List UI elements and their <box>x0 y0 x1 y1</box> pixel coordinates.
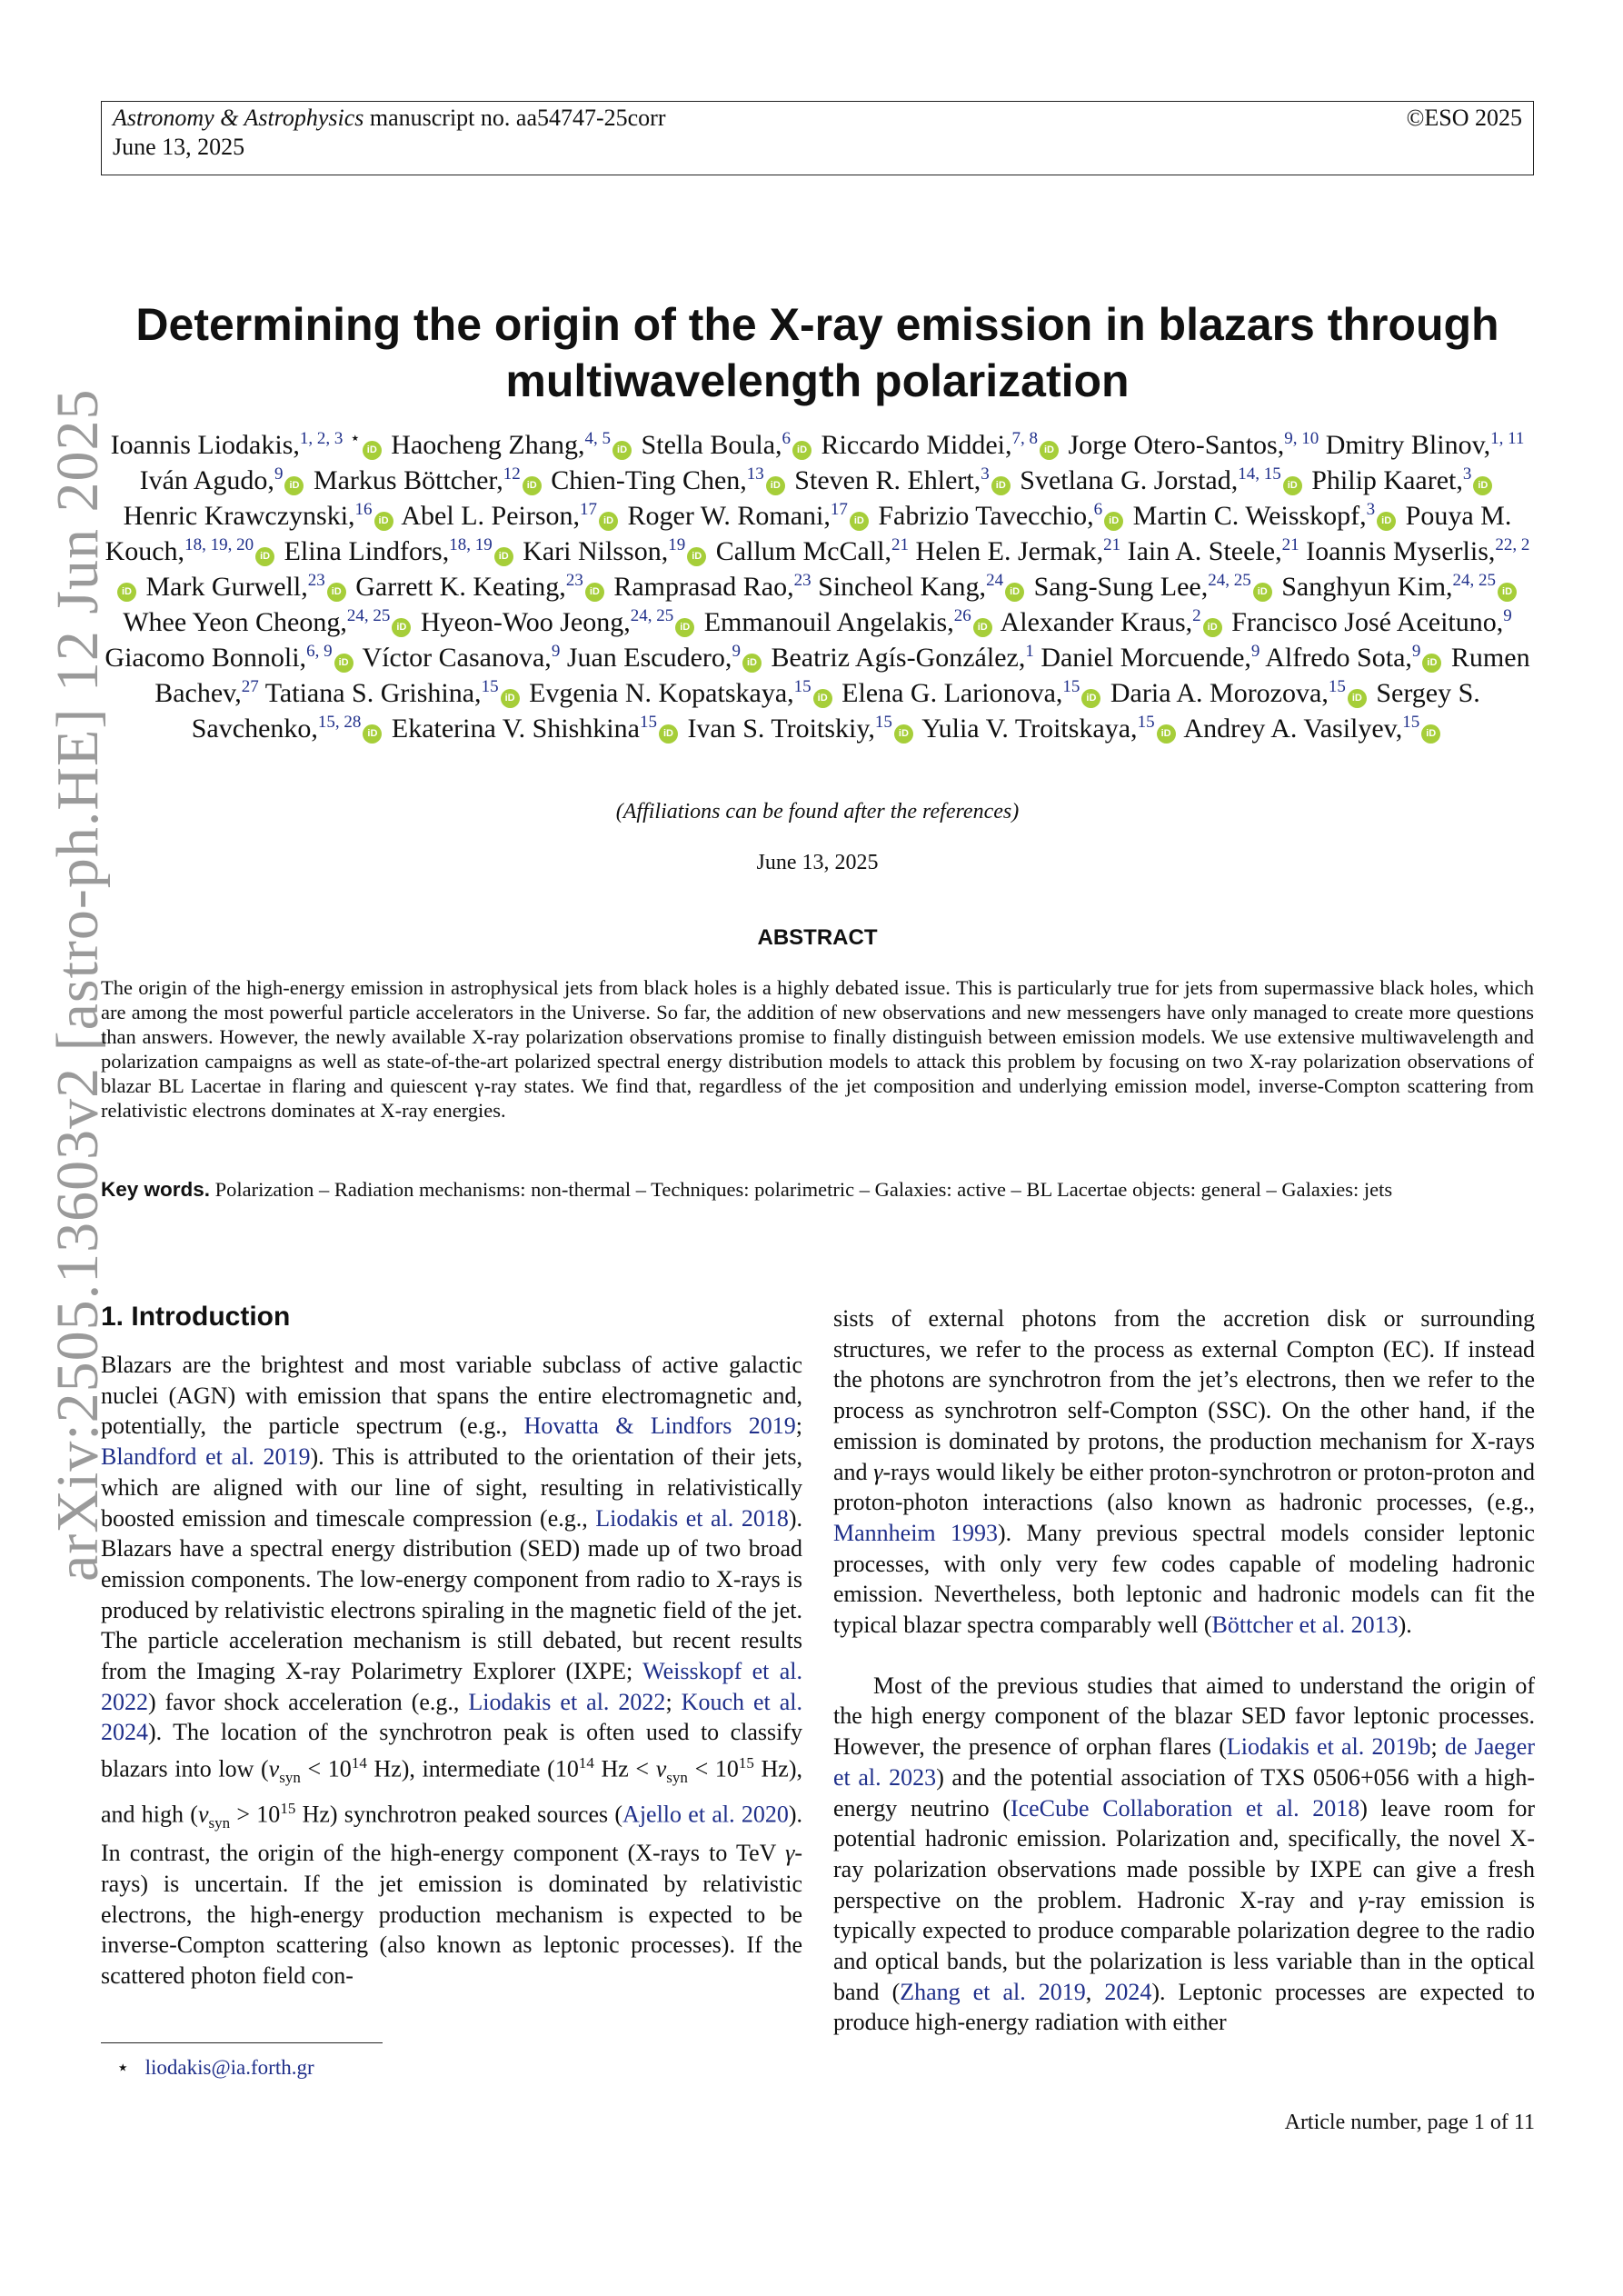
author-name: Haocheng Zhang, <box>391 430 585 460</box>
author-affiliation-number[interactable]: 4, 5 <box>584 429 612 448</box>
citation-link[interactable]: Böttcher et al. 2013 <box>1211 1612 1399 1639</box>
body-column-left <box>101 1350 802 1992</box>
citation-link[interactable]: Liodakis et al. 2018 <box>595 1504 789 1532</box>
author-name: Philip Kaaret, <box>1311 465 1463 495</box>
author-name: Chien-Ting Chen, <box>551 465 747 495</box>
author-affiliation-number[interactable]: 24, 25 <box>1208 571 1251 590</box>
page-number: Article number, page 1 of 11 <box>1284 2111 1535 2134</box>
header-date: June 13, 2025 <box>113 134 245 160</box>
author <box>878 501 1126 531</box>
author-affiliation-number[interactable]: 15 <box>1328 677 1346 696</box>
citation-link[interactable]: 2024 <box>1104 1978 1152 2005</box>
author-affiliation-number[interactable]: 19 <box>668 535 686 554</box>
author-name: Callum McCall, <box>715 536 892 566</box>
author-name: Mark Gurwell, <box>145 572 308 602</box>
citation-link[interactable]: Ajello et al. 2020 <box>622 1801 789 1828</box>
author-name: Pouya M. Kouch, <box>105 501 1512 566</box>
paper-date: June 13, 2025 <box>756 851 879 874</box>
author-name: Sanghyun Kim, <box>1281 572 1453 602</box>
author-affiliation-number[interactable]: 9 <box>732 642 741 661</box>
author <box>1265 643 1444 673</box>
author-name: Víctor Casanova, <box>362 643 552 673</box>
author-name: Kari Nilsson, <box>523 536 669 566</box>
orcid-icon[interactable]: iD <box>501 689 520 708</box>
author <box>284 536 516 566</box>
author <box>140 465 307 495</box>
author-affiliation-number[interactable]: 24, 25 <box>346 606 391 625</box>
author-name: Beatriz Agís-González, <box>771 643 1026 673</box>
author-affiliation-number[interactable]: 26 <box>953 606 971 625</box>
author <box>1041 643 1260 673</box>
abstract-heading: ABSTRACT <box>757 925 878 950</box>
author-name: Hyeon-Woo Jeong, <box>420 607 631 637</box>
author-affiliation-number[interactable]: 1, 2, 3 <box>299 429 344 448</box>
author-affiliation-number[interactable]: 9 <box>274 464 284 484</box>
author-affiliation-number[interactable]: 18, 19, 20 <box>184 535 254 554</box>
orcid-icon[interactable]: iD <box>1348 689 1367 708</box>
author <box>124 501 396 531</box>
author-affiliation-number[interactable]: 18, 19 <box>449 535 493 554</box>
author-name: Stella Boula, <box>641 430 782 460</box>
author-name: Ramprasad Rao, <box>613 572 794 602</box>
author-affiliation-number[interactable]: 15 <box>874 713 892 732</box>
journal-header <box>101 101 1534 175</box>
author <box>392 714 681 744</box>
author-name: Evgenia N. Kopatskaya, <box>529 678 794 708</box>
author <box>1326 430 1525 460</box>
author-name: Helen E. Jermak, <box>915 536 1104 566</box>
orcid-icon[interactable]: iD <box>1104 512 1123 531</box>
citation-link[interactable]: Hovatta & Lindfors 2019 <box>523 1413 796 1440</box>
manuscript-id: manuscript no. aa54747-25corr <box>363 105 666 131</box>
citation-link[interactable]: Blandford et al. 2019 <box>101 1443 311 1471</box>
author-affiliation-number[interactable]: 24, 25 <box>630 606 674 625</box>
orcid-icon[interactable]: iD <box>687 547 706 566</box>
author <box>1110 678 1369 708</box>
author <box>841 678 1103 708</box>
author-affiliation-number[interactable]: 15, 28 <box>317 713 362 732</box>
author <box>145 572 348 602</box>
citation-link[interactable]: de Jaeger et al. 2023 <box>833 1733 1536 1791</box>
author-name: Alfredo Sota, <box>1265 643 1412 673</box>
author-name: Francisco José Aceituno, <box>1231 607 1504 637</box>
author-name: Giacomo Bonnoli, <box>105 643 307 673</box>
citation-link[interactable]: Weisskopf et al. 2022 <box>101 1658 802 1715</box>
paragraph: sists of external photons from the accretion disk or surrounding structures, we refer to the process as external Compton (EC). If instead the photons are synchrotron from the jet’s electrons, then we refer to the process as synchrotron self-Compton (SSC). On the other hand, if the emission is dominated by protons, the production mechanism for X-rays and γ-rays would likely be either proton-synchrotron or proton-proton and proton-photon interactions (also known as hadronic processes, (e.g., Mannheim 1993). Many previous spectral models consider leptonic processes, with only very few codes capable of modeling hadronic emission. Nevertheless, both leptonic and hadronic models can fit the typical blazar spectra comparably well (Böttcher et al. 2013). <box>833 1305 1535 1639</box>
footnote-marker: ⋆ <box>116 2056 130 2079</box>
author <box>1001 607 1225 637</box>
author <box>818 572 1027 602</box>
orcid-icon[interactable]: iD <box>1203 618 1222 637</box>
citation-link[interactable]: Mannheim 1993 <box>833 1519 998 1546</box>
author-name: Andrey A. Vasilyev, <box>1183 714 1403 744</box>
author-name: Markus Böttcher, <box>313 465 503 495</box>
orcid-icon[interactable]: iD <box>1283 476 1302 495</box>
orcid-icon[interactable]: iD <box>284 476 304 495</box>
author-affiliation-number[interactable]: 17 <box>830 500 848 519</box>
citation-link[interactable]: Kouch et al. 2024 <box>101 1688 803 1746</box>
author-name: Ekaterina V. Shishkina <box>391 714 640 744</box>
author-name: Sincheol Kang, <box>818 572 987 602</box>
abstract-text: The origin of the high-energy emission in astrophysical jets from black holes is a highly debated issue. This is particularly true for jets from supermassive black holes, which are among the most powerful particle accelerators in the Universe. So far, the addition of new observations and new messengers have only managed to create more questions than answers. However, the newly available X-ray polarization observations promise to finally distinguish between emission models. We use extensive multiwavelength and polarization campaigns as well as state-of-the-art polarized spectral energy distribution models to attack this problem by focusing on two X-ray polarization observations of blazar BL Lacertae in flaring and quiescent γ-ray states. We find that, regardless of the jet composition and underlying emission model, inverse-Compton scattering from relativistic electrons dominates at X-ray energies. <box>101 976 1534 1122</box>
author-name: Daria A. Morozova, <box>1110 678 1329 708</box>
author-affiliation-number[interactable]: 7, 8 <box>1011 429 1038 448</box>
author <box>391 430 634 460</box>
orcid-icon[interactable]: iD <box>612 441 632 460</box>
author <box>355 572 607 602</box>
section-heading: 1. Introduction <box>101 1302 291 1332</box>
author <box>105 643 355 673</box>
author-name: Henric Krawczynski, <box>123 501 355 531</box>
author <box>687 714 915 744</box>
author-affiliation-number[interactable]: 23 <box>565 571 583 590</box>
copyright: ©ESO 2025 <box>1406 105 1522 131</box>
author-name: Steven R. Ehlert, <box>794 465 981 495</box>
keywords-label: Key words. <box>101 1178 211 1201</box>
author <box>401 501 621 531</box>
orcid-icon[interactable]: iD <box>1157 724 1176 744</box>
citation-link[interactable]: Liodakis et al. 2019b <box>1226 1733 1431 1761</box>
author-name: Daniel Morcuende, <box>1041 643 1251 673</box>
paragraph: Blazars are the brightest and most variable subclass of active galactic nuclei (AGN) with emission that spans the entire electromagnetic and, potentially, the particle spectrum (e.g., Hovatta & Lindfors 2019; Blandford et al. 2019). This is attributed to the orientation of their jets, which are aligned with our line of sight, resulting in relativistically boosted emission and timescale compression (e.g., Liodakis et al. 2018). Blazars have a spectral energy distribution (SED) made up of two broad emission components. The low-energy component from radio to X-rays is produced by relativistic electrons spiraling in the magnetic field of the jet. The particle acceleration mechanism is still debated, but recent results from the Imaging X-ray Polarimetry Explorer (IXPE; Weisskopf et al. 2022) favor shock acceleration (e.g., Liodakis et al. 2022; Kouch et al. 2024). The location of the synchrotron peak is often used to classify blazars into low ($\nu_{syn} < 10^{14}$ Hz), intermediate ($10^{14}$ $Hz < \nu_{syn} < 10^{15}$ Hz), and high ($\nu_{syn} > 10^{15}$ Hz) synchrotron peaked sources (Ajello et al. 2020). In contrast, the origin of the high-energy component (X-rays to TeV γ-rays) is uncertain. If the jet emission is dominated by relativistic electrons, the high-energy production mechanism is expected to be inverse-Compton scattering (also known as leptonic processes). If the scattered photon field con- <box>101 1352 803 1990</box>
author <box>704 607 995 637</box>
author-name: Abel L. Peirson, <box>401 501 581 531</box>
orcid-icon[interactable]: iD <box>255 547 274 566</box>
author <box>567 643 764 673</box>
author-name: Yulia V. Troitskaya, <box>921 714 1138 744</box>
author <box>628 501 871 531</box>
author <box>716 536 909 566</box>
author-name: Ioannis Myserlis, <box>1306 536 1496 566</box>
author-affiliation-number[interactable]: 24, 25 <box>1452 571 1497 590</box>
author <box>1068 430 1319 460</box>
orcid-icon[interactable]: iD <box>991 476 1011 495</box>
author-affiliation-number[interactable]: 15 <box>481 677 499 696</box>
author-affiliation-number[interactable]: 24 <box>986 571 1004 590</box>
author-affiliation-number[interactable]: 15 <box>1137 713 1155 732</box>
author-name: Jorge Otero-Santos, <box>1068 430 1285 460</box>
author <box>642 430 814 460</box>
author-affiliation-number[interactable]: 9 <box>1411 642 1421 661</box>
author <box>1128 536 1299 566</box>
orcid-icon[interactable]: iD <box>894 724 913 744</box>
keywords-text: Polarization – Radiation mechanisms: non-thermal – Techniques: polarimetric – Galaxies: active – BL Lacertae objects: general – Galaxies: jets <box>210 1178 1393 1201</box>
author-list <box>101 427 1534 746</box>
author-name: Garrett K. Keating, <box>355 572 566 602</box>
orcid-icon[interactable]: iD <box>392 618 411 637</box>
author-affiliation-number[interactable]: 27 <box>241 677 259 696</box>
author <box>123 607 413 637</box>
orcid-icon[interactable]: iD <box>363 724 382 744</box>
author <box>1183 714 1443 744</box>
orcid-icon[interactable]: iD <box>494 547 513 566</box>
orcid-icon[interactable]: iD <box>675 618 694 637</box>
author-affiliation-number[interactable]: 9 <box>1250 642 1260 661</box>
author-name: Elena G. Larionova, <box>841 678 1063 708</box>
author <box>794 465 1012 495</box>
author-name: Juan Escudero, <box>566 643 732 673</box>
orcid-icon[interactable]: iD <box>1081 689 1100 708</box>
author <box>523 536 709 566</box>
orcid-icon[interactable]: iD <box>973 618 992 637</box>
orcid-icon[interactable]: iD <box>850 512 869 531</box>
orcid-icon[interactable]: iD <box>1498 583 1517 602</box>
author-affiliation-number[interactable]: 15 <box>1402 713 1420 732</box>
author <box>1133 501 1399 531</box>
author-affiliation-number[interactable]: 6 <box>782 429 792 448</box>
orcid-icon[interactable]: iD <box>1040 441 1059 460</box>
author-name: Fabrizio Tavecchio, <box>878 501 1094 531</box>
author-affiliation-number[interactable]: 15 <box>793 677 812 696</box>
orcid-icon[interactable]: iD <box>1005 583 1024 602</box>
footnote <box>116 2056 314 2080</box>
orcid-icon[interactable]: iD <box>813 689 832 708</box>
author-affiliation-number[interactable]: 15 <box>639 713 657 732</box>
author-name: Riccardo Middei, <box>821 430 1012 460</box>
author-affiliation-number[interactable]: 21 <box>1103 535 1121 554</box>
author-name: Iain A. Steele, <box>1127 536 1282 566</box>
author-affiliation-number[interactable]: 9, 10 <box>1284 429 1319 448</box>
author-affiliation-number[interactable]: 1, 11 <box>1490 429 1525 448</box>
orcid-icon[interactable]: iD <box>766 476 785 495</box>
citation-link[interactable]: Zhang et al. 2019 <box>900 1978 1086 2005</box>
author-name: Martin C. Weisskopf, <box>1132 501 1367 531</box>
author-affiliation-number[interactable]: 23 <box>793 571 812 590</box>
author <box>1231 607 1512 637</box>
author-name: Tatiana S. Grishina, <box>264 678 482 708</box>
orcid-icon[interactable]: iD <box>117 583 136 602</box>
orcid-icon[interactable]: iD <box>659 724 678 744</box>
author-affiliation-number[interactable]: 17 <box>580 500 598 519</box>
author <box>771 643 1033 673</box>
author <box>1311 465 1495 495</box>
author <box>821 430 1061 460</box>
author <box>363 643 561 673</box>
author-name: Ioannis Liodakis, <box>110 430 300 460</box>
author-affiliation-number[interactable]: 3 <box>1462 464 1472 484</box>
paragraph: Most of the previous studies that aimed to understand the origin of the high energy component of the blazar SED favor leptonic processes. However, the presence of orphan flares (Liodakis et al. 2019b; de Jaeger et al. 2023) and the potential association of TXS 0506+056 with a high-energy neutrino (IceCube Collaboration et al. 2018) leave room for potential hadronic emission. Polarization and, specifically, the novel X-ray polarization observations made possible by IXPE can give a fresh perspective on the problem. Hadronic X-ray and γ-ray emission is typically expected to produce comparable polarization degree to the radio and optical bands, but the polarization is less variable than in the optical band (Zhang et al. 2019, 2024). Leptonic processes are expected to produce high-energy radiation with either <box>833 1672 1536 2036</box>
author <box>921 714 1178 744</box>
arxiv-identifier: arXiv:2505.13603v2 [astro-ph.HE] 12 Jun 2025 <box>45 388 111 1582</box>
author <box>1281 572 1519 602</box>
author <box>1020 465 1304 495</box>
author-name: Rumen Bachev, <box>154 643 1530 708</box>
author <box>421 607 697 637</box>
affiliations-note: (Affiliations can be found after the references) <box>615 800 1020 824</box>
orcid-icon[interactable]: iD <box>1421 724 1440 744</box>
author-affiliation-number[interactable]: 12 <box>503 464 521 484</box>
author <box>551 465 788 495</box>
author-name: Ivan S. Troitskiy, <box>687 714 875 744</box>
author-name: Iván Agudo, <box>139 465 274 495</box>
author <box>529 678 835 708</box>
author-affiliation-number[interactable]: 6, 9 <box>306 642 333 661</box>
orcid-icon[interactable]: iD <box>327 583 346 602</box>
paper-title: Determining the origin of the X-ray emission in blazars through multiwavelength polarization <box>135 299 1499 406</box>
author-affiliation-number[interactable]: 9 <box>1503 606 1512 625</box>
author <box>1034 572 1275 602</box>
orcid-icon[interactable]: iD <box>599 512 618 531</box>
orcid-icon[interactable]: iD <box>742 654 762 673</box>
author-name: Whee Yeon Cheong, <box>123 607 347 637</box>
orcid-icon[interactable]: iD <box>374 512 393 531</box>
author-affiliation-number[interactable]: 9 <box>551 642 561 661</box>
author <box>613 572 811 602</box>
body-column-right <box>833 1303 1535 2038</box>
orcid-icon[interactable]: iD <box>585 583 604 602</box>
author-affiliation-number[interactable]: 14, 15 <box>1238 464 1281 484</box>
orcid-icon[interactable]: iD <box>1253 583 1272 602</box>
orcid-icon[interactable]: iD <box>363 441 382 460</box>
author <box>265 678 523 708</box>
keywords <box>101 1177 1534 1202</box>
footnote-rule <box>101 2042 383 2043</box>
orcid-icon[interactable]: iD <box>1422 654 1441 673</box>
corresponding-author-star: ⋆ <box>349 429 361 448</box>
author-name: Sang-Sung Lee, <box>1033 572 1209 602</box>
author-affiliation-number[interactable]: 22, 2 <box>1495 535 1530 554</box>
author-affiliation-number[interactable]: 21 <box>1281 535 1299 554</box>
author <box>916 536 1121 566</box>
orcid-icon[interactable]: iD <box>1377 512 1396 531</box>
author-affiliation-number[interactable]: 13 <box>746 464 764 484</box>
author-name: Alexander Kraus, <box>1000 607 1193 637</box>
author-affiliation-number[interactable]: 1 <box>1025 642 1034 661</box>
header-left <box>113 104 666 162</box>
orcid-icon[interactable]: iD <box>792 441 812 460</box>
citation-link[interactable]: IceCube Collaboration et al. 2018 <box>1010 1794 1360 1822</box>
author-name: Roger W. Romani, <box>627 501 831 531</box>
author-affiliation-number[interactable]: 3 <box>981 464 990 484</box>
citation-link[interactable]: Liodakis et al. 2022 <box>468 1688 666 1715</box>
author-name: Emmanouil Angelakis, <box>703 607 954 637</box>
author-name: Svetlana G. Jorstad, <box>1020 465 1239 495</box>
author <box>111 430 384 460</box>
author-affiliation-number[interactable]: 16 <box>354 500 373 519</box>
author-affiliation-number[interactable]: 6 <box>1093 500 1103 519</box>
footnote-email-link[interactable]: liodakis@ia.forth.gr <box>144 2056 314 2079</box>
orcid-icon[interactable]: iD <box>523 476 542 495</box>
author <box>314 465 544 495</box>
author-affiliation-number[interactable]: 23 <box>307 571 325 590</box>
journal-name: Astronomy & Astrophysics <box>113 105 364 131</box>
orcid-icon[interactable]: iD <box>1473 476 1492 495</box>
author-name: Dmitry Blinov, <box>1325 430 1491 460</box>
author-name: Elina Lindfors, <box>284 536 450 566</box>
author-name: Sergey S. Savchenko, <box>191 678 1480 744</box>
author-affiliation-number[interactable]: 21 <box>891 535 910 554</box>
orcid-icon[interactable]: iD <box>334 654 353 673</box>
author-affiliation-number[interactable]: 3 <box>1366 500 1376 519</box>
author-affiliation-number[interactable]: 15 <box>1062 677 1080 696</box>
author-affiliation-number[interactable]: 2 <box>1192 606 1201 625</box>
